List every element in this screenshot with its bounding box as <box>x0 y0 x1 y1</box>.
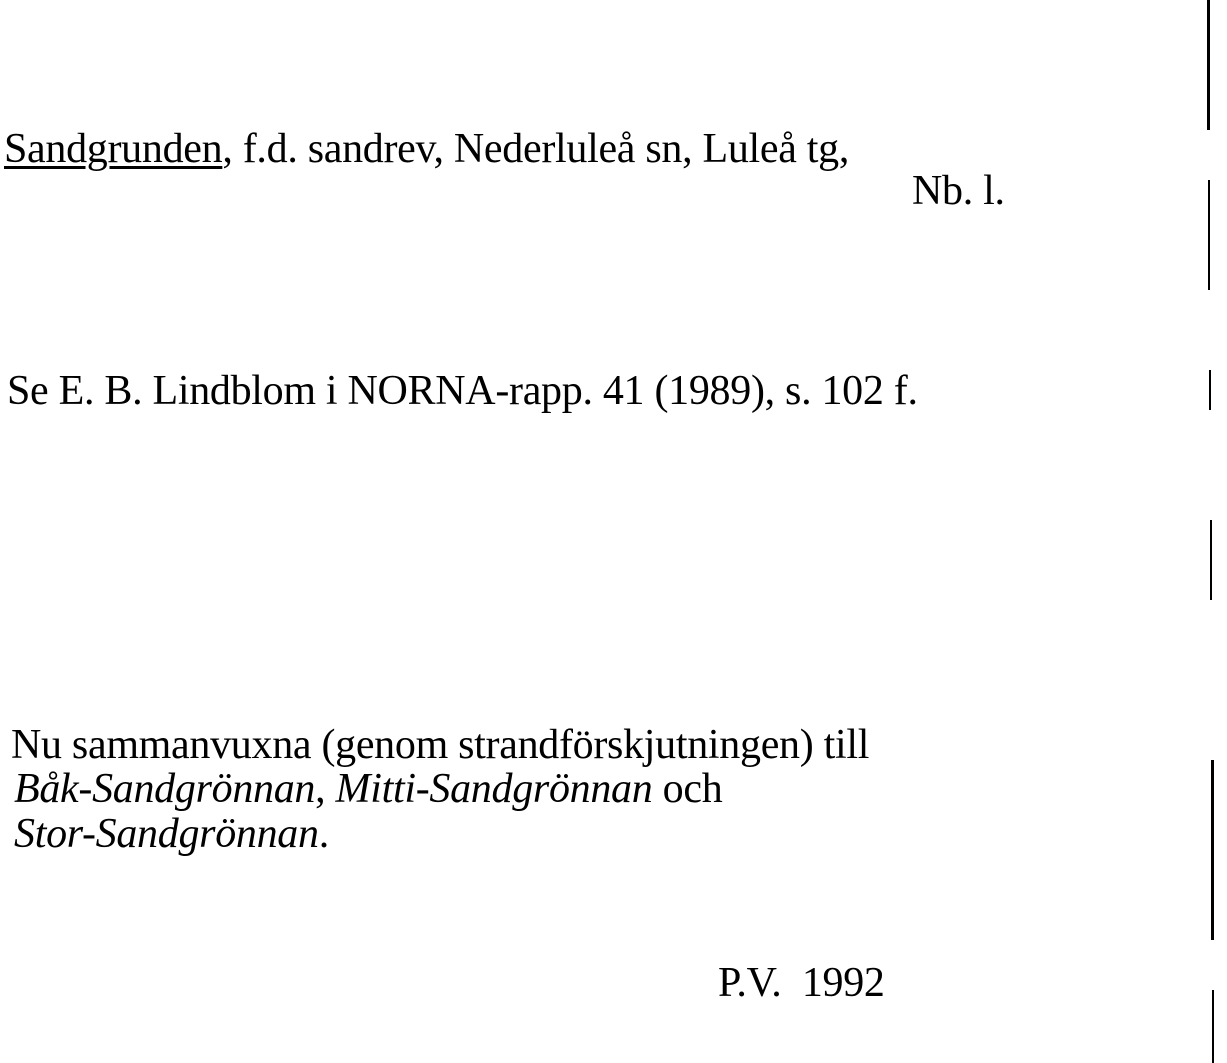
note-line-2 <box>14 766 722 812</box>
note-end: . <box>318 811 329 857</box>
card-edge <box>1210 520 1212 600</box>
place-name-stor: Stor-Sandgrönnan <box>14 811 319 857</box>
card-edge <box>1207 0 1210 130</box>
entry-source-abbrev: Nb. l. <box>912 168 1005 214</box>
signature: P.V. 1992 <box>718 960 885 1006</box>
place-name-bak: Båk-Sandgrönnan <box>14 766 316 812</box>
card-edge <box>1212 990 1214 1063</box>
place-name-mitti: Mitti-Sandgrönnan <box>335 766 653 812</box>
headword: Sandgrunden <box>4 126 223 172</box>
note-conjunction: och <box>652 766 723 812</box>
reference-line: Se E. B. Lindblom i NORNA-rapp. 41 (1989), s. 102 f. <box>7 368 918 414</box>
entry-description: , f.d. sandrev, Nederluleå sn, Luleå tg, <box>222 126 850 172</box>
note-line-1: Nu sammanvuxna (genom strandförskjutningen) till <box>11 722 870 768</box>
note-separator: , <box>315 766 336 812</box>
entry-heading-line <box>4 126 849 172</box>
note-line-3 <box>14 811 329 857</box>
card-edge <box>1211 760 1214 940</box>
card-edge <box>1208 180 1210 290</box>
card-edge <box>1209 370 1211 410</box>
